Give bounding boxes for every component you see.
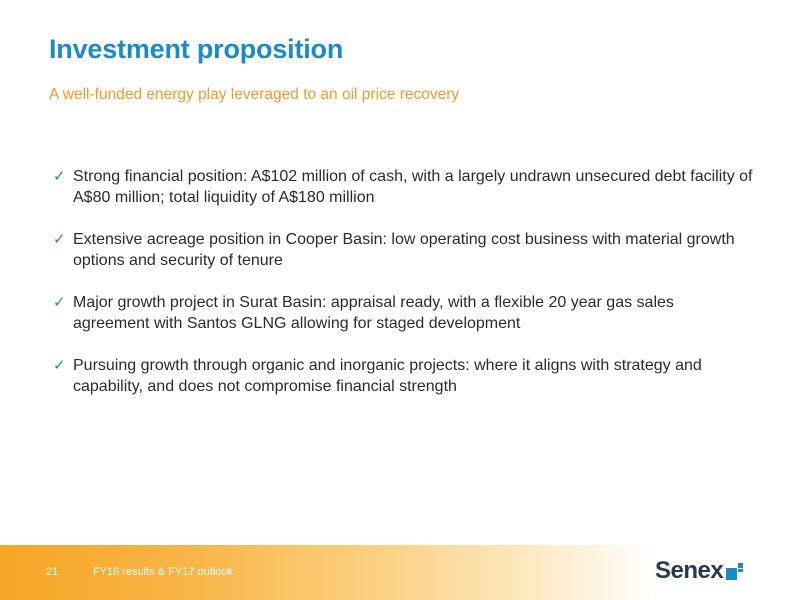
senex-mark-icon [726, 560, 744, 580]
senex-logo [655, 553, 744, 585]
checkmark-icon: ✓ [53, 231, 66, 248]
bullet-item [53, 355, 753, 397]
bullet-item [53, 292, 753, 334]
checkmark-icon: ✓ [53, 294, 66, 311]
footer-text: FY16 results & FY17 outlook [93, 566, 234, 578]
bullet-item [53, 166, 753, 208]
slide-subtitle: A well-funded energy play leveraged to an oil price recovery [49, 86, 460, 103]
page-number: 21 [46, 566, 59, 578]
bullet-text: Strong financial position: A$102 million of cash, with a largely undrawn unsecured debt facility of A$80 million; total liquidity of A$180 million [73, 168, 753, 206]
bullet-list [53, 166, 753, 418]
bullet-text: Pursuing growth through organic and inorganic projects: where it aligns with strategy and capability, and does not compromise financial strength [73, 357, 702, 395]
checkmark-icon: ✓ [53, 357, 66, 374]
bullet-text: Extensive acreage position in Cooper Basin: low operating cost business with material growth options and security of tenure [73, 231, 735, 269]
bullet-item [53, 229, 753, 271]
checkmark-icon: ✓ [53, 168, 66, 185]
slide-title: Investment proposition [49, 34, 344, 64]
bullet-text: Major growth project in Surat Basin: appraisal ready, with a flexible 20 year gas sales agreement with Santos GLNG allowing for staged development [73, 294, 674, 332]
logo-text: Senex [655, 557, 724, 584]
